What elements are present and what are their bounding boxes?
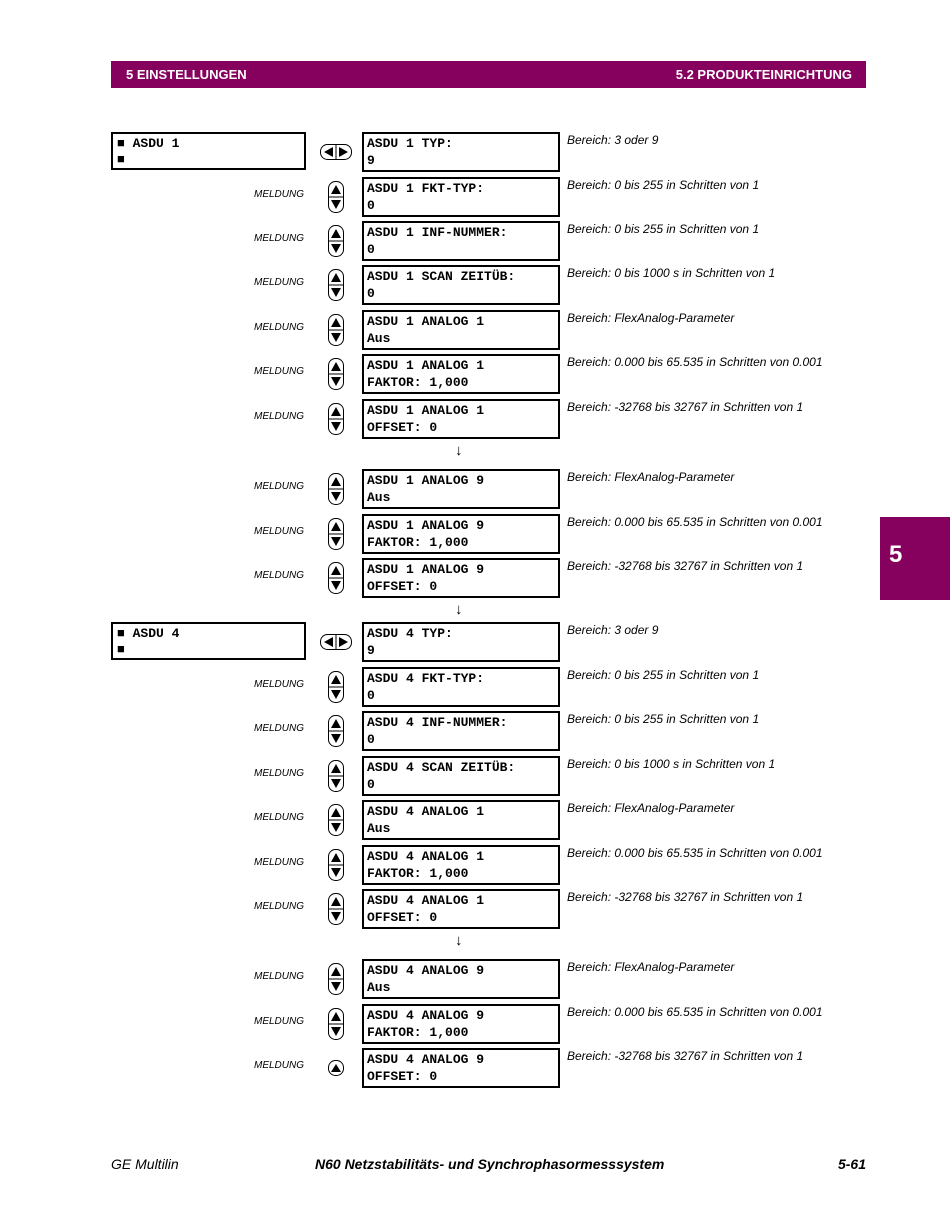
- footer-page-number: 5-61: [837, 1156, 866, 1172]
- setting-row: [0, 558, 950, 598]
- message-label: MELDUNG: [253, 481, 304, 492]
- setting-row: [0, 399, 950, 439]
- up-down-arrow-keys-icon: [328, 181, 344, 213]
- up-down-arrow-keys-icon: [328, 225, 344, 257]
- up-down-arrow-keys-icon: [328, 760, 344, 792]
- up-down-arrow-keys-icon: [328, 562, 344, 594]
- continuation-arrow: ↓: [455, 932, 463, 949]
- display-box: [362, 622, 560, 662]
- up-down-arrow-keys-icon: [328, 715, 344, 747]
- setting-row: [0, 177, 950, 217]
- setting-name: ASDU 1 ANALOG 9: [367, 562, 485, 577]
- setting-range: Bereich: -32768 bis 32767 in Schritten von 1: [567, 400, 804, 414]
- setting-row: [0, 711, 950, 751]
- up-down-arrow-keys-icon: [328, 314, 344, 346]
- message-label: MELDUNG: [253, 901, 304, 912]
- setting-value: FAKTOR: 1,000: [367, 375, 469, 390]
- setting-value: 0: [367, 198, 375, 213]
- setting-range: Bereich: FlexAnalog-Parameter: [567, 960, 735, 974]
- page-footer: [111, 1156, 866, 1176]
- setting-value: 0: [367, 688, 375, 703]
- display-box: [362, 800, 560, 840]
- setting-value: OFFSET: 0: [367, 1069, 438, 1084]
- setting-name: ASDU 4 INF-NUMMER:: [367, 715, 508, 730]
- setting-name: ASDU 4 ANALOG 9: [367, 963, 485, 978]
- up-down-arrow-keys-icon: [328, 963, 344, 995]
- display-box: [362, 469, 560, 509]
- setting-range: Bereich: -32768 bis 32767 in Schritten von 1: [567, 1049, 804, 1063]
- message-label: MELDUNG: [253, 322, 304, 333]
- chapter-number: 5: [889, 541, 903, 568]
- display-box: [362, 514, 560, 554]
- setting-row: [0, 667, 950, 707]
- setting-range: Bereich: 0 bis 255 in Schritten von 1: [567, 668, 760, 682]
- setting-range: Bereich: 0 bis 1000 s in Schritten von 1: [567, 266, 776, 280]
- setting-name: ASDU 4 ANALOG 1: [367, 849, 485, 864]
- setting-row: [0, 132, 950, 172]
- setting-value: Aus: [367, 490, 391, 505]
- message-label: MELDUNG: [253, 1060, 304, 1071]
- setting-value: 0: [367, 777, 375, 792]
- setting-name: ASDU 1 ANALOG 1: [367, 314, 485, 329]
- message-label: MELDUNG: [253, 971, 304, 982]
- setting-value: 9: [367, 153, 375, 168]
- up-down-arrow-keys-icon: [328, 518, 344, 550]
- setting-value: FAKTOR: 1,000: [367, 535, 469, 550]
- message-label: MELDUNG: [253, 768, 304, 779]
- setting-range: Bereich: 0 bis 255 in Schritten von 1: [567, 178, 760, 192]
- setting-name: ASDU 1 ANALOG 9: [367, 473, 485, 488]
- setting-value: 0: [367, 732, 375, 747]
- setting-range: Bereich: 0.000 bis 65.535 in Schritten von 0.001: [567, 355, 823, 369]
- setting-value: FAKTOR: 1,000: [367, 866, 469, 881]
- chapter-title: 5 EINSTELLUNGEN: [126, 67, 247, 82]
- setting-range: Bereich: 3 oder 9: [567, 133, 659, 147]
- message-label: MELDUNG: [253, 570, 304, 581]
- up-arrow-key-icon: [328, 1060, 344, 1076]
- setting-name: ASDU 4 ANALOG 1: [367, 893, 485, 908]
- setting-row: [0, 845, 950, 885]
- setting-value: 9: [367, 643, 375, 658]
- setting-range: Bereich: 3 oder 9: [567, 623, 659, 637]
- setting-value: FAKTOR: 1,000: [367, 1025, 469, 1040]
- setting-value: OFFSET: 0: [367, 579, 438, 594]
- group-marker: ■: [117, 152, 125, 167]
- setting-value: Aus: [367, 331, 391, 346]
- setting-value: OFFSET: 0: [367, 420, 438, 435]
- message-label: MELDUNG: [253, 1016, 304, 1027]
- up-down-arrow-keys-icon: [328, 403, 344, 435]
- setting-name: ASDU 1 FKT-TYP:: [367, 181, 485, 196]
- setting-name: ASDU 1 TYP:: [367, 136, 453, 151]
- setting-row: [0, 1004, 950, 1044]
- setting-row: [0, 959, 950, 999]
- display-box: [362, 959, 560, 999]
- message-label: MELDUNG: [253, 277, 304, 288]
- group-marker: ■: [117, 642, 125, 657]
- setting-value: OFFSET: 0: [367, 910, 438, 925]
- message-label: MELDUNG: [253, 812, 304, 823]
- setting-range: Bereich: -32768 bis 32767 in Schritten von 1: [567, 559, 804, 573]
- setting-name: ASDU 1 SCAN ZEITÜB:: [367, 269, 516, 284]
- setting-range: Bereich: 0 bis 255 in Schritten von 1: [567, 712, 760, 726]
- up-down-arrow-keys-icon: [328, 849, 344, 881]
- setting-row: [0, 1048, 950, 1088]
- left-right-arrow-keys-icon: [320, 634, 352, 650]
- display-box: [362, 354, 560, 394]
- group-title: ■ ASDU 1: [117, 136, 180, 151]
- footer-product: N60 Netzstabilitäts- und Synchrophasormesssystem: [315, 1156, 665, 1172]
- left-right-arrow-keys-icon: [320, 144, 352, 160]
- display-box: [362, 221, 560, 261]
- display-box: [362, 1048, 560, 1088]
- setting-range: Bereich: -32768 bis 32767 in Schritten von 1: [567, 890, 804, 904]
- setting-name: ASDU 1 INF-NUMMER:: [367, 225, 508, 240]
- setting-range: Bereich: 0.000 bis 65.535 in Schritten von 0.001: [567, 1005, 823, 1019]
- display-box: [362, 756, 560, 796]
- setting-range: Bereich: 0.000 bis 65.535 in Schritten von 0.001: [567, 515, 823, 529]
- up-down-arrow-keys-icon: [328, 473, 344, 505]
- setting-name: ASDU 4 ANALOG 9: [367, 1008, 485, 1023]
- display-box: [362, 667, 560, 707]
- setting-range: Bereich: 0 bis 1000 s in Schritten von 1: [567, 757, 776, 771]
- up-down-arrow-keys-icon: [328, 358, 344, 390]
- group-title: ■ ASDU 4: [117, 626, 180, 641]
- display-box: [362, 889, 560, 929]
- setting-name: ASDU 1 ANALOG 1: [367, 358, 485, 373]
- message-label: MELDUNG: [253, 679, 304, 690]
- up-down-arrow-keys-icon: [328, 671, 344, 703]
- setting-row: [0, 514, 950, 554]
- setting-value: 0: [367, 286, 375, 301]
- display-box: [362, 399, 560, 439]
- setting-row: [0, 756, 950, 796]
- setting-row: [0, 800, 950, 840]
- display-box: [362, 310, 560, 350]
- setting-value: 0: [367, 242, 375, 257]
- setting-row: [0, 310, 950, 350]
- message-label: MELDUNG: [253, 411, 304, 422]
- display-box: [362, 177, 560, 217]
- setting-range: Bereich: FlexAnalog-Parameter: [567, 311, 735, 325]
- setting-name: ASDU 1 ANALOG 9: [367, 518, 485, 533]
- display-box: [362, 1004, 560, 1044]
- continuation-arrow: ↓: [455, 442, 463, 459]
- up-down-arrow-keys-icon: [328, 269, 344, 301]
- message-label: MELDUNG: [253, 526, 304, 537]
- message-label: MELDUNG: [253, 857, 304, 868]
- setting-range: Bereich: 0.000 bis 65.535 in Schritten von 0.001: [567, 846, 823, 860]
- display-box: [362, 558, 560, 598]
- setting-row: [0, 354, 950, 394]
- setting-value: Aus: [367, 821, 391, 836]
- message-label: MELDUNG: [253, 366, 304, 377]
- setting-row: [0, 469, 950, 509]
- setting-row: [0, 265, 950, 305]
- setting-range: Bereich: 0 bis 255 in Schritten von 1: [567, 222, 760, 236]
- message-label: MELDUNG: [253, 723, 304, 734]
- setting-value: Aus: [367, 980, 391, 995]
- page-header: [111, 61, 866, 88]
- setting-row: [0, 622, 950, 662]
- up-down-arrow-keys-icon: [328, 893, 344, 925]
- footer-company: GE Multilin: [111, 1156, 179, 1172]
- display-box: [362, 711, 560, 751]
- setting-name: ASDU 4 ANALOG 1: [367, 804, 485, 819]
- section-title: 5.2 PRODUKTEINRICHTUNG: [675, 67, 852, 82]
- setting-row: [0, 889, 950, 929]
- setting-name: ASDU 4 TYP:: [367, 626, 453, 641]
- up-down-arrow-keys-icon: [328, 1008, 344, 1040]
- setting-range: Bereich: FlexAnalog-Parameter: [567, 470, 735, 484]
- display-box: [362, 132, 560, 172]
- continuation-arrow: ↓: [455, 601, 463, 618]
- setting-name: ASDU 4 SCAN ZEITÜB:: [367, 760, 516, 775]
- message-label: MELDUNG: [253, 233, 304, 244]
- setting-name: ASDU 1 ANALOG 1: [367, 403, 485, 418]
- message-label: MELDUNG: [253, 189, 304, 200]
- display-box: [362, 265, 560, 305]
- display-box: [362, 845, 560, 885]
- up-down-arrow-keys-icon: [328, 804, 344, 836]
- setting-name: ASDU 4 FKT-TYP:: [367, 671, 485, 686]
- setting-range: Bereich: FlexAnalog-Parameter: [567, 801, 735, 815]
- setting-name: ASDU 4 ANALOG 9: [367, 1052, 485, 1067]
- setting-row: [0, 221, 950, 261]
